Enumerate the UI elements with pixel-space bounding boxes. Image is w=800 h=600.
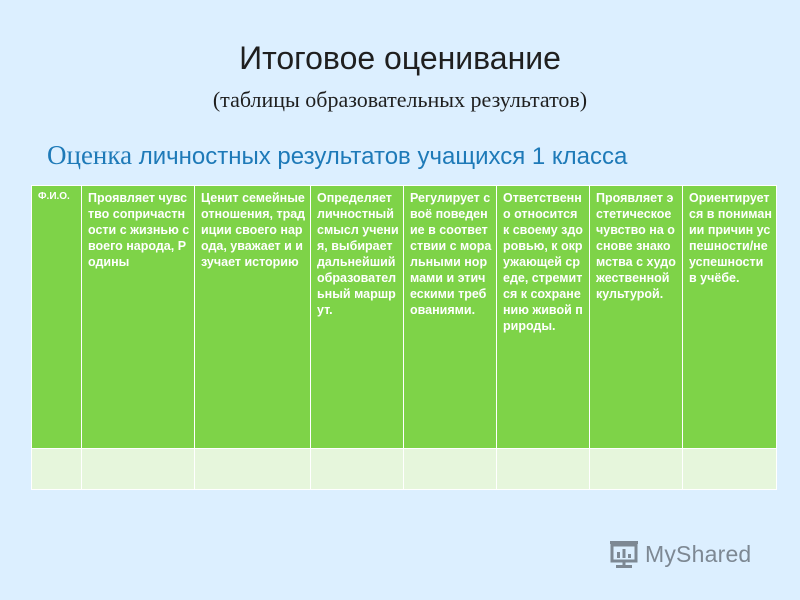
column-header-success: Ориентируется в понимании причин успешности/неуспешности в учёбе. bbox=[683, 186, 777, 449]
results-table bbox=[31, 185, 777, 490]
column-header-health: Ответственно относится к своему здоровью, к окружающей среде, стремится к сохранению живой природы. bbox=[497, 186, 590, 449]
heading-part-2: личностных результатов учащихся 1 класса bbox=[132, 143, 628, 170]
table-row bbox=[32, 449, 777, 490]
heading-part-1: Оценка bbox=[47, 140, 133, 170]
table-cell bbox=[195, 449, 311, 490]
presentation-board-icon bbox=[607, 537, 641, 571]
column-header-name: Ф.И.О. bbox=[32, 186, 82, 449]
table-cell bbox=[32, 449, 82, 490]
column-header-aesthetics: Проявляет эстетическое чувство на основе знакомства с художественной культурой. bbox=[590, 186, 683, 449]
table-cell bbox=[683, 449, 777, 490]
column-header-family: Ценит семейные отношения, традиции своего народа, уважает и изучает историю bbox=[195, 186, 311, 449]
column-header-learning-meaning: Определяет личностный смысл учения, выбирает дальнейший образовательный маршрут. bbox=[311, 186, 404, 449]
table-cell bbox=[404, 449, 497, 490]
watermark-text: MyShared bbox=[645, 540, 752, 567]
table-cell bbox=[590, 449, 683, 490]
table-cell bbox=[82, 449, 195, 490]
table-cell bbox=[497, 449, 590, 490]
slide-title: Итоговое оценивание bbox=[239, 40, 561, 76]
table-header-row bbox=[32, 186, 777, 449]
column-header-patriotism: Проявляет чувство сопричастности с жизнью своего народа, Родины bbox=[82, 186, 195, 449]
watermark bbox=[607, 537, 751, 571]
section-heading bbox=[47, 140, 627, 171]
table-cell bbox=[311, 449, 404, 490]
slide-subtitle: (таблицы образовательных результатов) bbox=[212, 87, 588, 112]
column-header-behavior: Регулирует своё поведение в соответствии с моральными нормами и этическими требованиями. bbox=[404, 186, 497, 449]
